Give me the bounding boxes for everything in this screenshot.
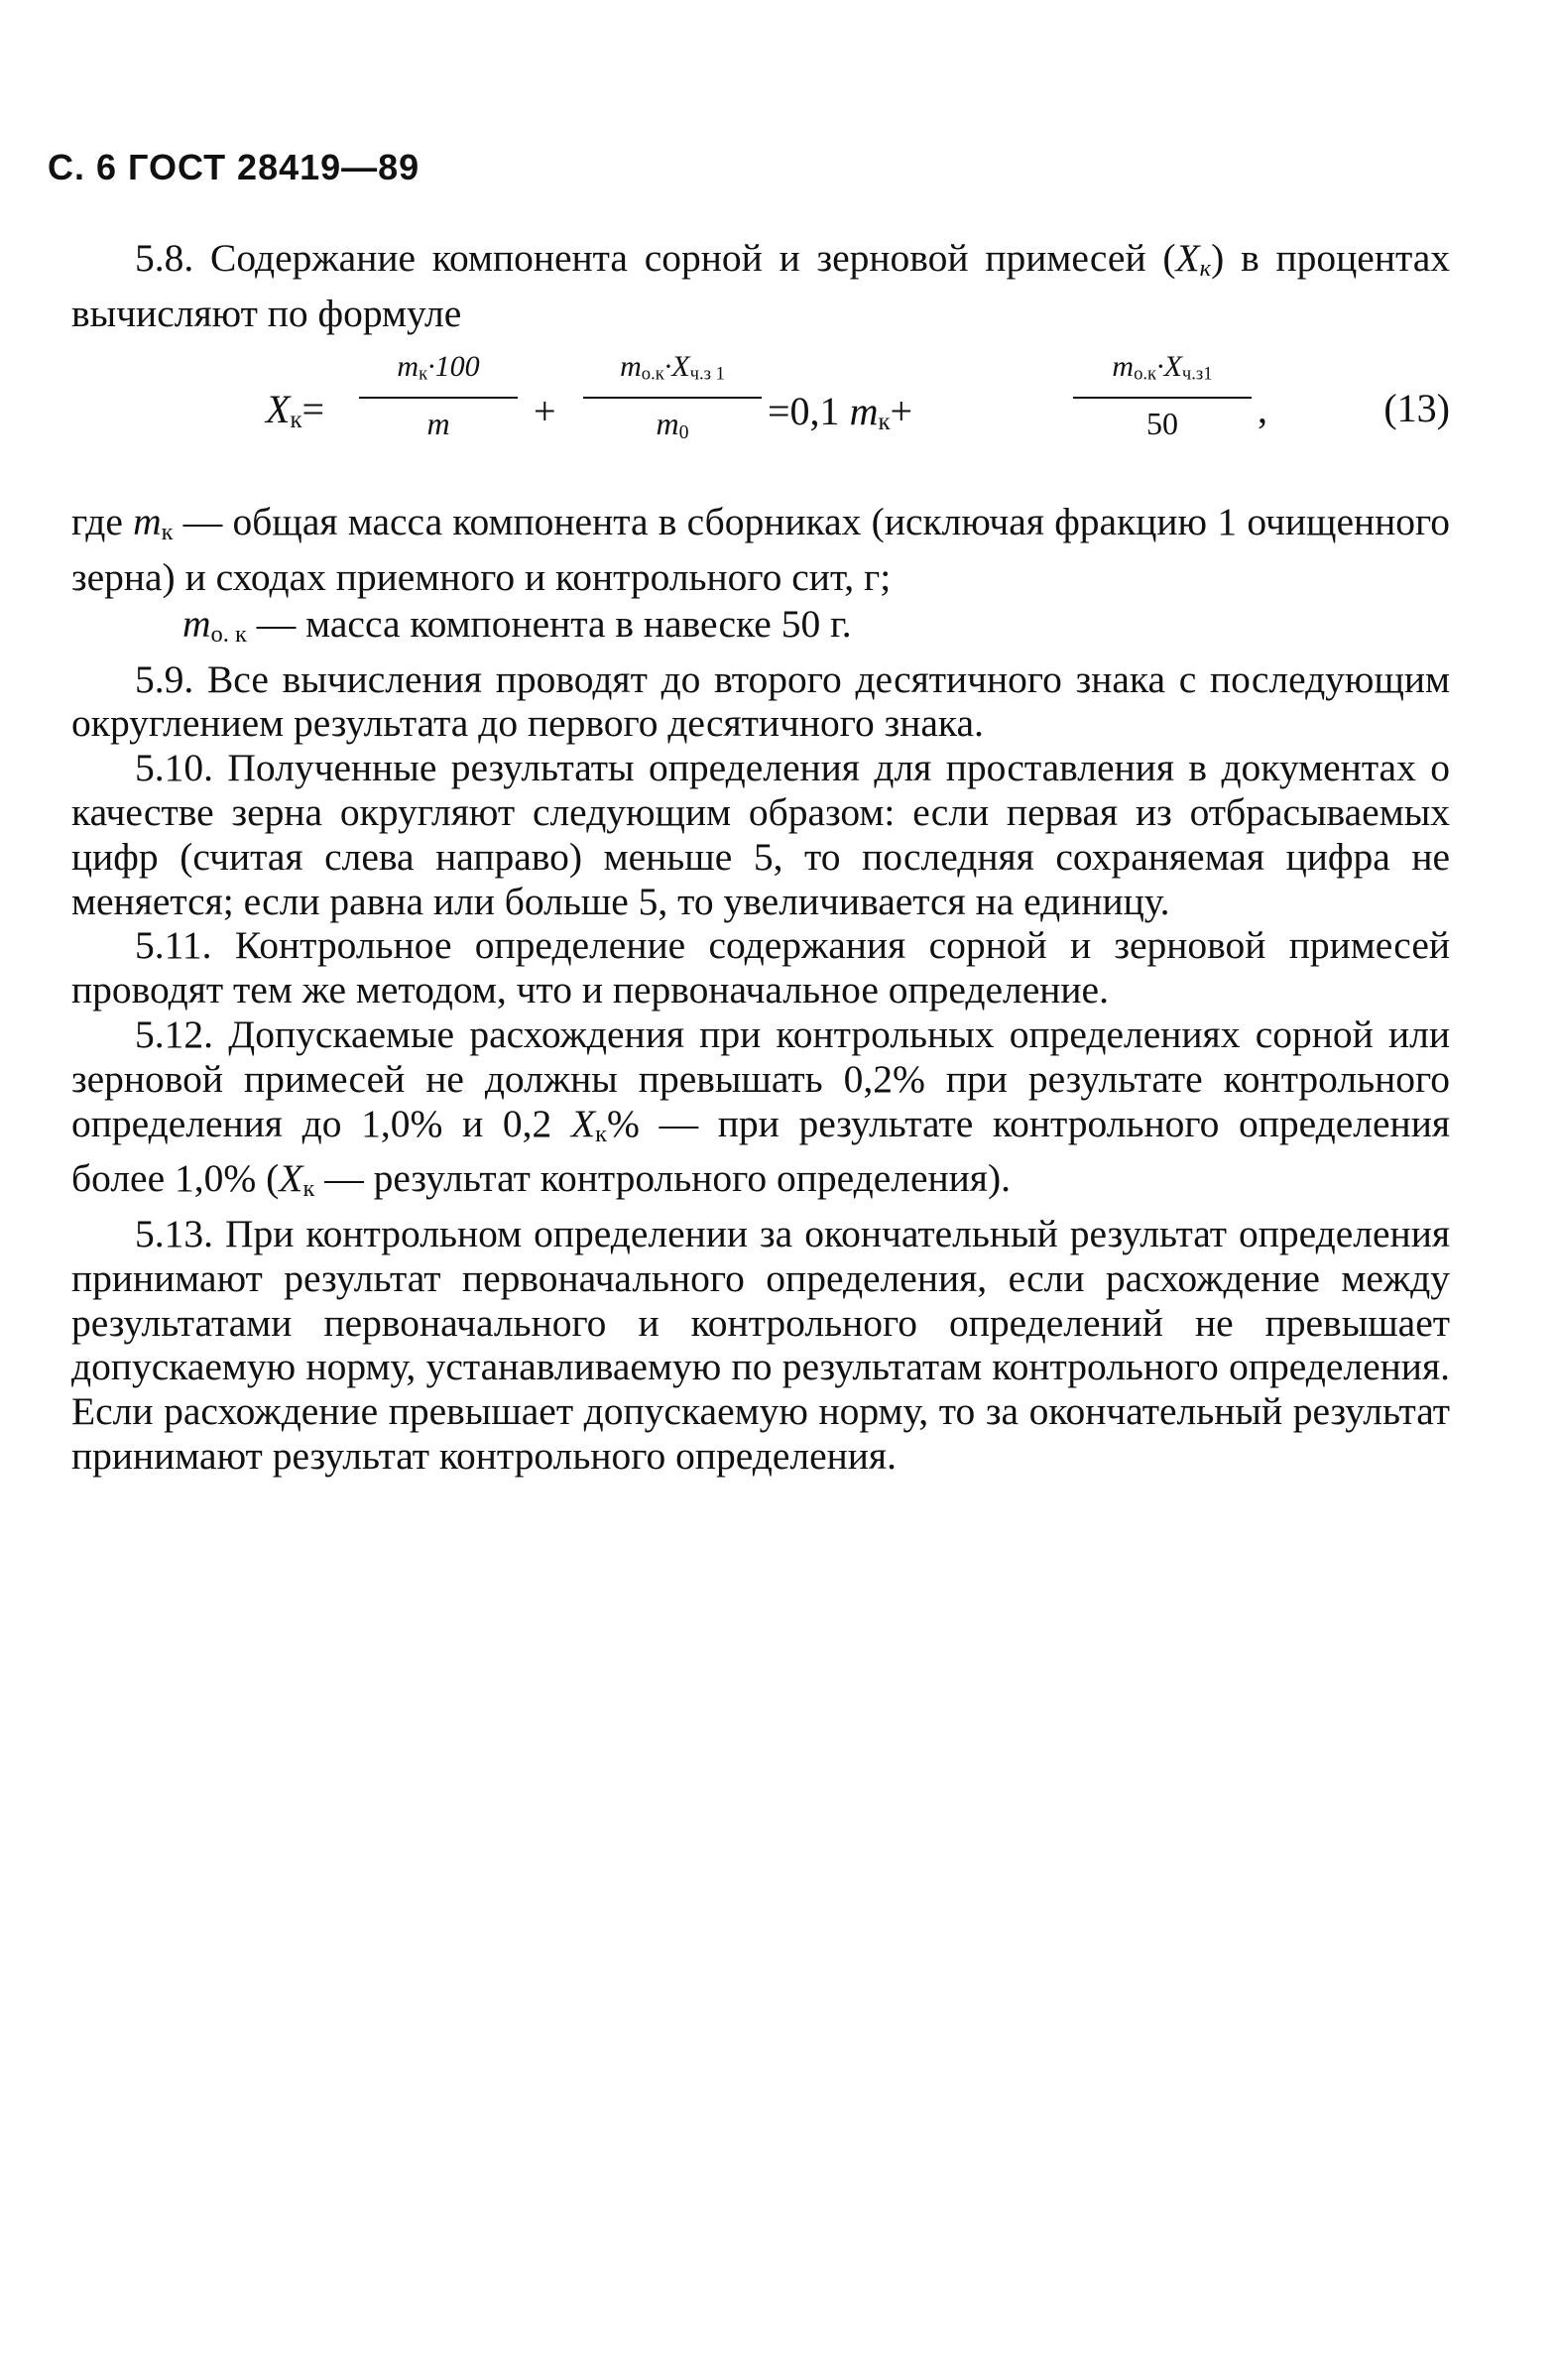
document-body xyxy=(71,236,1450,1479)
paragraph-5-9: 5.9. Все вычисления проводят до второго десятичного знака с последующим округлением результата до первого десятичного знака. xyxy=(71,656,1450,746)
variable-x: $X_к$ xyxy=(279,1156,315,1203)
formula-13 xyxy=(71,339,1450,486)
variable-x: $X_к$ xyxy=(1175,236,1212,282)
where-clause-mok: $m_{о. к}$ — масса компонента в навеске 50 г. xyxy=(182,601,852,648)
page-header: С. 6 ГОСТ 28419—89 xyxy=(48,147,420,187)
fraction-bar xyxy=(583,397,762,399)
fraction-bar xyxy=(359,397,518,399)
formula-plus: + xyxy=(534,389,556,434)
paragraph-text: 5.8. Содержание компонента сорной и зерновой примесей ( xyxy=(135,236,1176,280)
paragraph-5-10: 5.10. Полученные результаты определения для проставления в документах о качестве зерна округляют следующим образом: если первая из отбрасываемых цифр (считая слева направо) меньше 5, то последняя сохраняемая цифра не меняется; если равна или больше 5, то увеличивается на единицу. xyxy=(71,746,1450,923)
formula-comma: , xyxy=(1258,387,1267,432)
formula-fraction-3: mо.к·Xч.з1 50 xyxy=(1073,349,1252,442)
paragraph-5-11: 5.11. Контрольное определение содержания сорной и зерновой примесей проводят тем же методом, что и первоначальное определение. xyxy=(71,923,1450,1012)
formula-lhs: Xк= xyxy=(266,387,325,434)
paragraph-5-8 xyxy=(71,236,1450,335)
paragraph-5-12: 5.12. Допускаемые расхождения при контрольных определениях сорной или зерновой примесей не должны превышать 0,2% при результате контрольного определения до 1,0% и 0,2 $X_к\%$ — при результате контрольного определения более 1,0% ($X_к$ — результат контрольного определения). xyxy=(71,1012,1450,1203)
formula-fraction-1: mк·100 m xyxy=(359,349,518,442)
formula-number: (13) xyxy=(1383,386,1450,431)
formula-fraction-2: mо.к·Xч.з 1 $m_0$ xyxy=(583,349,762,451)
paragraph-text: ) в процентах вычисляют по формуле xyxy=(71,236,1450,335)
paragraph-5-13: 5.13. При контрольном определении за окончательный результат определения принимают результат первоначального определения, если расхождение между результатами первоначального и контрольного определений не превышает допускаемую норму, устанавливаемую по результатам контрольного определения. Если расхождение превышает допускаемую норму, то за окончательный результат принимают результат контрольного определения. xyxy=(71,1212,1450,1478)
formula-middle: =0,1 mк+ xyxy=(768,389,913,436)
where-clause-mk: где $m_к$ — общая масса компонента в сборниках (исключая фракцию 1 очищенного зерна) и сходах приемного и контрольного сит, г; xyxy=(71,500,1450,600)
fraction-bar xyxy=(1073,397,1252,399)
variable-x: $X_к$ xyxy=(570,1101,608,1147)
